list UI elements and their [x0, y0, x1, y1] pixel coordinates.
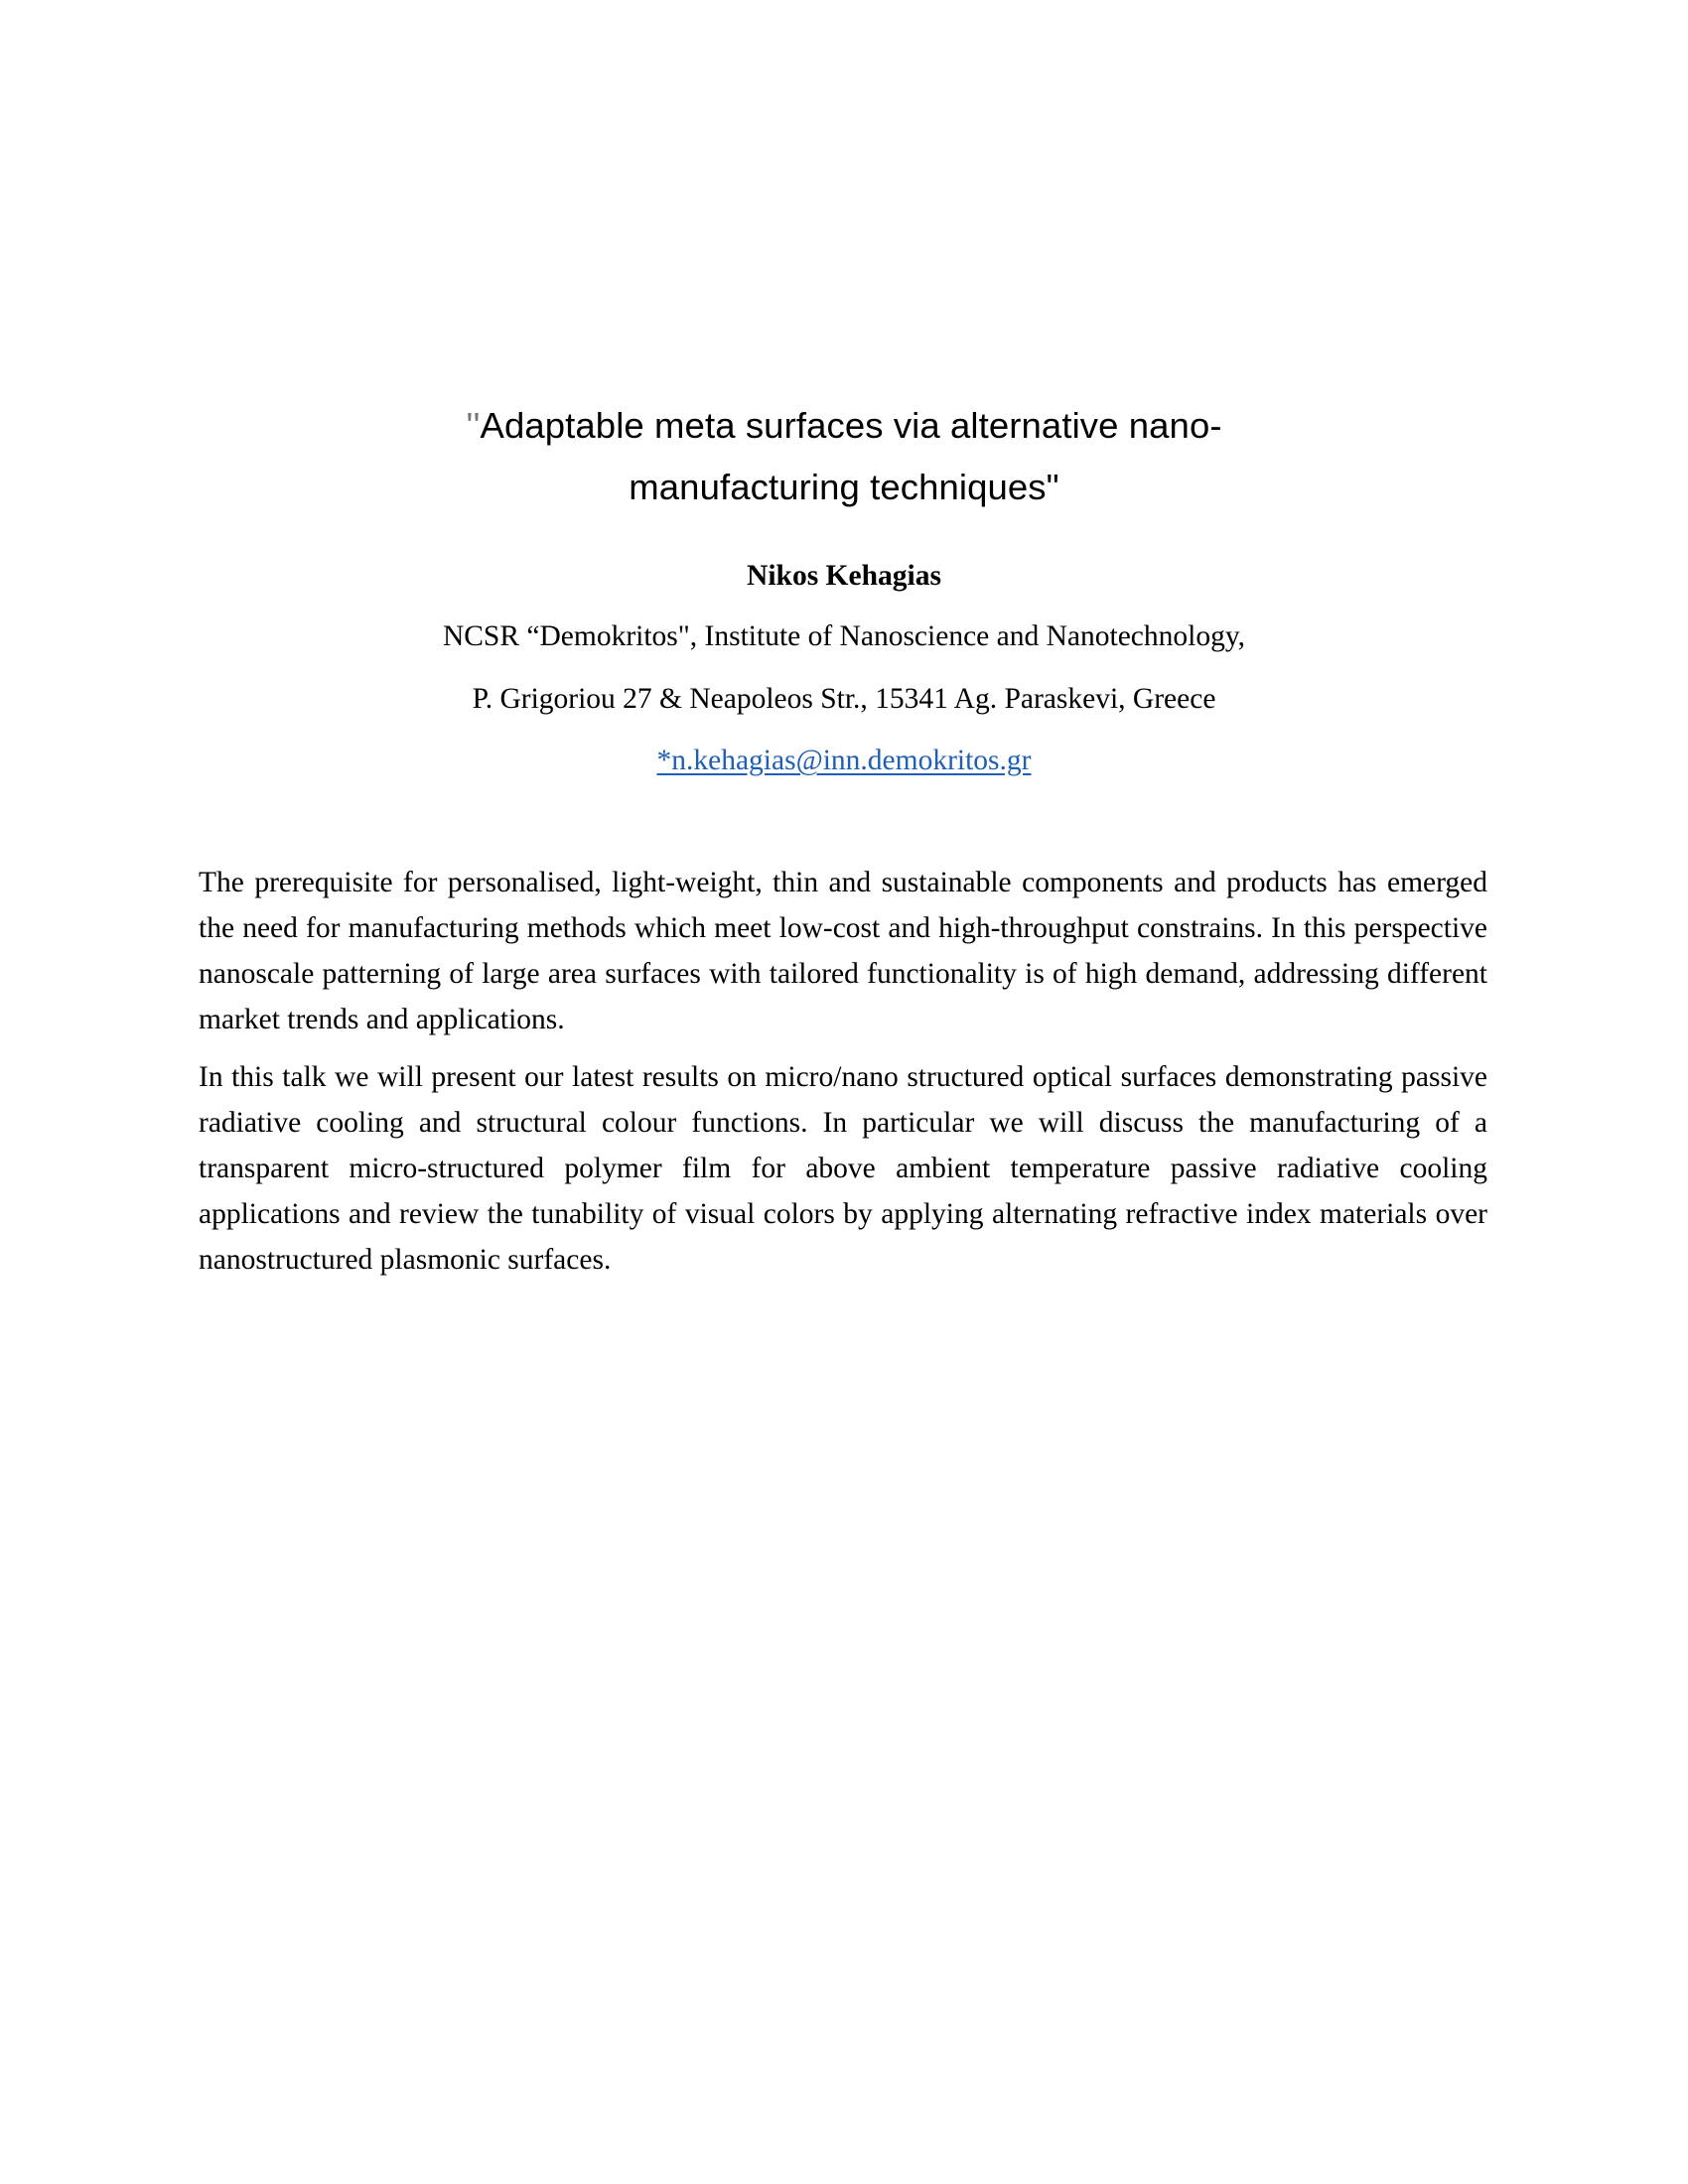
abstract-paragraph-1: The prerequisite for personalised, light-weight, thin and sustainable components and products has emerged the need for manufacturing methods which meet low-cost and high-throughput constrains. In this perspective nanoscale patterning of large area surfaces with tailored functionality is of high demand, addressing different market trends and applications. [199, 867, 1487, 1035]
document-title [298, 395, 1390, 518]
affiliation-institute: NCSR “Demokritos", Institute of Nanoscience and Nanotechnology, [442, 620, 1246, 652]
author-name: Nikos Kehagias [747, 560, 941, 592]
affiliation-address: P. Grigoriou 27 & Neapoleos Str., 15341 Ag. Paraskevi, Greece [472, 683, 1216, 715]
author-block [248, 556, 1440, 780]
title-line-1 [298, 395, 1390, 457]
title-line-1-text: Adaptable meta surfaces via alternative nano- [480, 405, 1222, 446]
email-link[interactable]: *n.kehagias@inn.demokritos.gr [656, 745, 1032, 776]
abstract-paragraph-2: In this talk we will present our latest results on micro/nano structured optical surfaces demonstrating passive radiative cooling and structural colour functions. In particular we will discuss the manufacturing of a transparent micro-structured polymer film for above ambient temperature passive radiative cooling applications and review the tunability of visual colors by applying alternating refractive index materials over nanostructured plasmonic surfaces. [199, 1061, 1487, 1276]
title-open-quote: '' [466, 405, 481, 446]
title-line-2: manufacturing techniques" [629, 467, 1059, 507]
abstract-body [199, 860, 1487, 1295]
